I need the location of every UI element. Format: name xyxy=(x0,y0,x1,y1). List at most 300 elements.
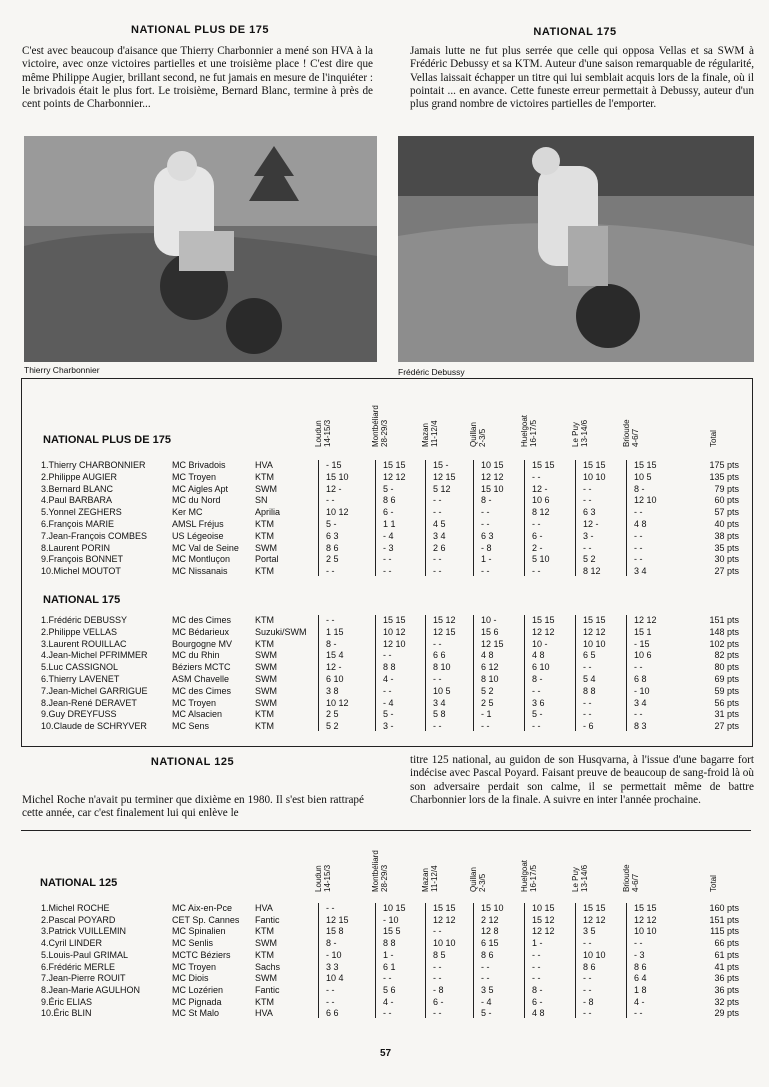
total-points: 115 pts xyxy=(710,926,739,937)
column-divider xyxy=(575,903,576,1018)
total-points: 151 pts xyxy=(709,914,739,925)
rider-club: Ker MC xyxy=(172,507,203,518)
total-points: 59 pts xyxy=(714,685,739,696)
race-score: 8 - xyxy=(326,638,337,649)
photo-thierry-charbonnier xyxy=(24,136,377,362)
rider-make: Aprilia xyxy=(255,507,281,518)
race-score: - 10 xyxy=(383,914,399,925)
race-score: - 10 xyxy=(634,685,650,696)
rider-name: 6.Thierry LAVENET xyxy=(41,674,120,684)
race-score: 12 10 xyxy=(383,638,406,649)
race-score: - 1 xyxy=(481,709,492,720)
rider-club: MC Troyen xyxy=(172,471,217,482)
race-score: - - xyxy=(634,1008,643,1019)
column-divider xyxy=(626,903,627,1018)
race-score: 15 15 xyxy=(532,615,555,625)
race-score: 3 - xyxy=(383,721,394,732)
race-score: - - xyxy=(383,566,392,577)
race-score: 12 15 xyxy=(433,626,456,637)
race-score: - - xyxy=(532,961,541,972)
rider-name: 4.Jean-Michel PFRIMMER xyxy=(41,650,148,661)
race-score: - - xyxy=(326,566,335,577)
column-divider xyxy=(524,460,525,576)
race-score: - - xyxy=(532,566,541,577)
race-score: - 8 xyxy=(481,542,492,553)
race-score: 1 - xyxy=(532,938,543,949)
table-row xyxy=(41,925,761,937)
rider-name: 7.Jean-Michel GARRIGUE xyxy=(41,685,148,696)
race-score: 6 6 xyxy=(433,650,446,661)
total-points: 175 pts xyxy=(709,460,739,470)
rider-club: MC Alsacien xyxy=(172,709,223,720)
race-score: - 3 xyxy=(383,542,394,553)
table-row xyxy=(41,902,761,914)
race-score: 10 5 xyxy=(433,685,451,696)
total-points: 57 pts xyxy=(714,507,739,518)
total-points: 80 pts xyxy=(714,662,739,673)
rider-make: HVA xyxy=(255,903,273,913)
race-score: - - xyxy=(583,542,592,553)
race-score: - - xyxy=(383,1008,392,1019)
race-score: 3 - xyxy=(583,530,594,541)
race-score: - - xyxy=(532,721,541,732)
rider-club: MC Spinalien xyxy=(172,926,226,937)
race-score: 10 15 xyxy=(383,903,406,913)
total-points: 160 pts xyxy=(709,903,739,913)
race-score: - - xyxy=(634,542,643,553)
race-score: - 6 xyxy=(583,721,594,732)
race-score: 15 12 xyxy=(532,914,555,925)
race-header: Loudun 14-15/3 xyxy=(314,864,332,892)
race-score: 1 - xyxy=(383,949,394,960)
race-score: 8 6 xyxy=(383,495,396,506)
race-score: 12 12 xyxy=(583,626,606,637)
race-score: 5 8 xyxy=(433,709,446,720)
race-score: 15 - xyxy=(433,460,449,470)
race-score: - - xyxy=(433,638,442,649)
rider-make: KTM xyxy=(255,949,274,960)
rider-make: SWM xyxy=(255,650,277,661)
column-divider xyxy=(575,615,576,731)
rider-make: KTM xyxy=(255,615,274,625)
race-score: 15 15 xyxy=(383,460,406,470)
total-points: 82 pts xyxy=(714,650,739,661)
race-score: 10 10 xyxy=(583,949,606,960)
total-points: 27 pts xyxy=(714,566,739,577)
caption-left: Thierry Charbonnier xyxy=(24,365,100,375)
table-row xyxy=(41,494,761,506)
race-score: 8 6 xyxy=(326,542,339,553)
table-row xyxy=(41,961,761,973)
race-score: 12 12 xyxy=(532,626,555,637)
rider-club: ASM Chavelle xyxy=(172,674,230,684)
race-score: 3 4 xyxy=(634,566,647,577)
total-points: 40 pts xyxy=(714,519,739,529)
race-score: 5 - xyxy=(532,709,543,720)
table-row xyxy=(41,972,761,984)
column-divider xyxy=(626,615,627,731)
rider-name: 8.Jean-Marie AGULHON xyxy=(41,984,141,995)
rider-name: 8.Laurent PORIN xyxy=(41,542,111,553)
race-score: - - xyxy=(583,483,592,494)
race-score: 12 - xyxy=(326,662,342,673)
table-row xyxy=(41,471,761,483)
race-score: 8 8 xyxy=(583,685,596,696)
race-score: 12 10 xyxy=(634,495,657,506)
race-score: 6 - xyxy=(433,996,444,1007)
race-score: 15 4 xyxy=(326,650,344,661)
rider-club: MC Troyen xyxy=(172,697,217,708)
total-points: 36 pts xyxy=(714,984,739,995)
rider-club: AMSL Fréjus xyxy=(172,519,224,529)
race-score: - - xyxy=(433,566,442,577)
race-score: 5 - xyxy=(383,709,394,720)
table-row xyxy=(41,661,761,673)
rider-name: 10.Éric BLIN xyxy=(41,1008,92,1019)
race-score: - 8 xyxy=(433,984,444,995)
total-header: Total xyxy=(709,875,718,892)
column-divider xyxy=(318,460,319,576)
race-score: 8 6 xyxy=(583,961,596,972)
race-score: 15 15 xyxy=(433,903,456,913)
column-divider xyxy=(473,460,474,576)
race-score: - - xyxy=(326,495,335,506)
race-score: - - xyxy=(532,685,541,696)
race-score: 15 10 xyxy=(326,471,349,482)
race-score: - - xyxy=(433,961,442,972)
race-score: 4 5 xyxy=(433,519,446,529)
race-score: 10 5 xyxy=(634,471,652,482)
race-score: - - xyxy=(583,984,592,995)
race-score: 4 8 xyxy=(532,650,545,661)
race-score: - 4 xyxy=(481,996,492,1007)
race-score: 6 5 xyxy=(583,650,596,661)
table-row xyxy=(41,996,761,1008)
rider-club: MC Bédarieux xyxy=(172,626,230,637)
table-row xyxy=(41,697,761,709)
race-score: - 10 xyxy=(326,949,342,960)
race-score: 8 - xyxy=(634,483,645,494)
race-score: - - xyxy=(326,996,335,1007)
race-score: 6 8 xyxy=(634,674,647,684)
rider-make: SWM xyxy=(255,542,277,553)
race-header: Mazan 11-12/4 xyxy=(421,865,439,892)
table3-top-rule xyxy=(21,830,751,831)
race-header: Quillan 2-3/5 xyxy=(469,422,487,447)
total-points: 32 pts xyxy=(714,996,739,1007)
race-score: - - xyxy=(532,519,541,529)
race-score: 15 5 xyxy=(383,926,401,937)
race-score: 6 12 xyxy=(481,662,499,673)
race-score: 12 15 xyxy=(326,914,349,925)
race-score: - - xyxy=(532,949,541,960)
race-score: - - xyxy=(583,973,592,984)
total-points: 69 pts xyxy=(714,674,739,684)
rider-name: 9.Éric ELIAS xyxy=(41,996,93,1007)
plus175-intro-paragraph: C'est avec beaucoup d'aisance que Thierry Charbonnier a mené son HVA à la victoire, avec onze victoires partielles et une troisième place ! C'est dire que même Philippe Augier, brillant second, ne fut jamais en mesure de l'inquiéter : le brivadois était le plus fort. Le troisième, Bernard Blanc, termine à près de cent points de Charbonnier... xyxy=(22,45,373,111)
race-score: 12 - xyxy=(532,483,548,494)
rider-make: KTM xyxy=(255,566,274,577)
rider-make: HVA xyxy=(255,460,273,470)
race-score: - - xyxy=(634,709,643,720)
rider-make: KTM xyxy=(255,519,274,529)
race-score: - - xyxy=(326,984,335,995)
race-score: 8 - xyxy=(532,984,543,995)
rider-name: 1.Frédéric DEBUSSY xyxy=(41,615,128,625)
race-header: Loudun 14-15/3 xyxy=(314,419,332,447)
rider-club: MC des Cimes xyxy=(172,615,232,625)
race-score: 8 6 xyxy=(481,949,494,960)
rider-club: MC Diois xyxy=(172,973,209,984)
race-score: - - xyxy=(383,554,392,565)
table-row xyxy=(41,483,761,495)
race-score: 6 4 xyxy=(634,973,647,984)
race-score: 10 10 xyxy=(583,638,606,649)
race-score: - - xyxy=(634,530,643,541)
race-score: - - xyxy=(583,1008,592,1019)
table-row xyxy=(41,506,761,518)
rider-make: KTM xyxy=(255,926,274,937)
race-score: 6 10 xyxy=(326,674,344,684)
table-row xyxy=(41,542,761,554)
rider-make: Portal xyxy=(255,554,279,565)
race-score: - - xyxy=(481,519,490,529)
rider-name: 6.François MARIE xyxy=(41,519,115,529)
race-score: 10 12 xyxy=(383,626,406,637)
rider-club: MC des Cimes xyxy=(172,685,232,696)
race-score: 6 - xyxy=(532,530,543,541)
section-title-175: NATIONAL 175 xyxy=(533,26,617,38)
race-score: - - xyxy=(634,554,643,565)
table-row xyxy=(41,914,761,926)
race-score: 3 5 xyxy=(583,926,596,937)
n125-paragraph-right: titre 125 national, au guidon de son Husqvarna, à l'issue d'une bagarre fort indécise avec Pascal Poyard. Faisant preuve de beaucoup de sang-froid là où son adversaire perdait son calme, il se permettait même de battre Charbonnier lors de la finale. A suivre en inter l'année prochaine. xyxy=(410,754,754,806)
rider-club: Bourgogne MV xyxy=(172,638,233,649)
race-score: 3 3 xyxy=(326,961,339,972)
rider-name: 9.François BONNET xyxy=(41,554,124,565)
rider-name: 3.Patrick VUILLEMIN xyxy=(41,926,127,937)
race-score: 5 2 xyxy=(583,554,596,565)
rider-make: KTM xyxy=(255,530,274,541)
rider-make: SWM xyxy=(255,674,277,684)
race-score: 8 8 xyxy=(383,938,396,949)
rider-make: KTM xyxy=(255,709,274,720)
race-score: 10 6 xyxy=(634,650,652,661)
rider-club: MC du Nord xyxy=(172,495,221,506)
total-points: 29 pts xyxy=(714,1008,739,1019)
table-row xyxy=(41,1007,761,1019)
rider-make: HVA xyxy=(255,1008,273,1019)
race-score: 4 - xyxy=(383,996,394,1007)
rider-club: MC Nissanais xyxy=(172,566,228,577)
table-row xyxy=(41,553,761,565)
rider-name: 1.Michel ROCHE xyxy=(41,903,110,913)
column-divider xyxy=(375,903,376,1018)
race-score: 8 10 xyxy=(481,674,499,684)
race-score: 15 10 xyxy=(481,483,504,494)
rider-name: 4.Paul BARBARA xyxy=(41,495,113,506)
table1-title: NATIONAL PLUS DE 175 xyxy=(43,434,171,446)
race-score: - - xyxy=(481,961,490,972)
race-score: 15 15 xyxy=(583,460,606,470)
rider-make: SWM xyxy=(255,697,277,708)
race-score: 5 10 xyxy=(532,554,550,565)
race-header: Huelgoat 16-17/5 xyxy=(520,414,538,447)
race-header: Montbéliard 28-29/3 xyxy=(371,405,389,447)
rider-make: SWM xyxy=(255,662,277,673)
column-divider xyxy=(473,903,474,1018)
race-score: - 4 xyxy=(383,530,394,541)
race-score: 10 4 xyxy=(326,973,344,984)
rider-club: MC Troyen xyxy=(172,961,217,972)
rider-club: MC Aix-en-Pce xyxy=(172,903,233,913)
rider-club: MC St Malo xyxy=(172,1008,220,1019)
rider-name: 8.Jean-René DERAVET xyxy=(41,697,137,708)
race-score: 2 12 xyxy=(481,914,499,925)
rider-club: Béziers MCTC xyxy=(172,662,231,673)
race-header: Le Puy 13-14/6 xyxy=(571,864,589,892)
race-header: Mazan 11-12/4 xyxy=(421,420,439,447)
rider-make: Fantic xyxy=(255,984,280,995)
race-score: 10 6 xyxy=(532,495,550,506)
rider-name: 10.Michel MOUTOT xyxy=(41,566,121,577)
total-points: 31 pts xyxy=(714,709,739,720)
race-score: 6 6 xyxy=(326,1008,339,1019)
race-score: - - xyxy=(383,973,392,984)
total-points: 66 pts xyxy=(714,938,739,949)
race-score: 5 6 xyxy=(383,984,396,995)
race-score: 4 8 xyxy=(532,1008,545,1019)
race-score: 3 6 xyxy=(532,697,545,708)
total-points: 36 pts xyxy=(714,973,739,984)
race-score: 12 12 xyxy=(634,615,657,625)
n175-intro-paragraph: Jamais lutte ne fut plus serrée que celle qui opposa Vellas et sa SWM à Frédéric Debussy et sa KTM. Auteur d'une saison remarquable de régularité, Vellas laissait échapper un titre qui lui semblait acquis lors de la finale, où il pointait ... en avance. Cette funeste erreur permettait à Debussy, auteur d'un plus grand nombre de victoires partielles de l'emporter. xyxy=(410,45,754,111)
rider-name: 3.Laurent ROUILLAC xyxy=(41,638,127,649)
race-score: 15 15 xyxy=(583,903,606,913)
table-row xyxy=(41,626,761,638)
rider-make: SWM xyxy=(255,483,277,494)
rider-club: MCTC Béziers xyxy=(172,949,231,960)
race-score: 15 6 xyxy=(481,626,499,637)
rider-name: 2.Pascal POYARD xyxy=(41,914,116,925)
race-header: Montbéliard 28-29/3 xyxy=(371,850,389,892)
rider-make: KTM xyxy=(255,721,274,732)
table-row xyxy=(41,708,761,720)
rider-club: MC Lozérien xyxy=(172,984,224,995)
race-score: - - xyxy=(583,697,592,708)
race-score: - - xyxy=(433,495,442,506)
race-score: 6 - xyxy=(532,996,543,1007)
race-score: - - xyxy=(433,721,442,732)
column-divider xyxy=(575,460,576,576)
race-score: 12 12 xyxy=(583,914,606,925)
rider-name: 7.Jean-Pierre ROUIT xyxy=(41,973,126,984)
race-score: 10 - xyxy=(532,638,548,649)
race-score: - - xyxy=(583,495,592,506)
race-score: 3 4 xyxy=(433,530,446,541)
race-score: 8 - xyxy=(326,938,337,949)
race-score: 6 3 xyxy=(326,530,339,541)
table2-title: NATIONAL 175 xyxy=(43,594,121,606)
race-score: 5 - xyxy=(383,483,394,494)
rider-make: Sachs xyxy=(255,961,281,972)
rider-name: 10.Claude de SCHRYVER xyxy=(41,721,147,732)
race-score: 3 4 xyxy=(634,697,647,708)
rider-name: 9.Guy DREYFUSS xyxy=(41,709,117,720)
table-row xyxy=(41,518,761,530)
column-divider xyxy=(626,460,627,576)
section-title-plus175: NATIONAL PLUS DE 175 xyxy=(131,24,269,36)
total-points: 60 pts xyxy=(714,495,739,506)
race-score: 15 1 xyxy=(634,626,652,637)
race-score: 12 - xyxy=(326,483,342,494)
photo-frederic-debussy xyxy=(398,136,754,362)
race-score: 6 3 xyxy=(481,530,494,541)
race-score: 12 8 xyxy=(481,926,499,937)
race-score: 12 - xyxy=(583,519,599,529)
race-score: 4 - xyxy=(634,996,645,1007)
race-score: - - xyxy=(634,938,643,949)
race-score: 8 - xyxy=(532,674,543,684)
total-points: 148 pts xyxy=(709,626,739,637)
race-score: 10 - xyxy=(481,615,497,625)
race-score: 12 12 xyxy=(634,914,657,925)
rider-club: MC Aigles Apt xyxy=(172,483,229,494)
race-score: 1 15 xyxy=(326,626,344,637)
column-divider xyxy=(425,460,426,576)
rider-name: 4.Cyril LINDER xyxy=(41,938,103,949)
race-score: 5 12 xyxy=(433,483,451,494)
column-divider xyxy=(375,460,376,576)
race-score: 12 12 xyxy=(433,914,456,925)
race-score: 3 5 xyxy=(481,984,494,995)
race-score: 6 3 xyxy=(583,507,596,518)
race-score: - - xyxy=(433,973,442,984)
race-score: - 4 xyxy=(383,697,394,708)
race-score: - 15 xyxy=(326,460,342,470)
column-divider xyxy=(425,903,426,1018)
race-score: - - xyxy=(634,507,643,518)
total-points: 61 pts xyxy=(714,949,739,960)
race-score: 1 8 xyxy=(634,984,647,995)
race-score: 10 15 xyxy=(481,460,504,470)
total-points: 79 pts xyxy=(714,483,739,494)
race-header: Brioude 4-6/7 xyxy=(622,419,640,447)
race-score: - - xyxy=(383,685,392,696)
race-score: 6 1 xyxy=(383,961,396,972)
race-score: 15 15 xyxy=(583,615,606,625)
rider-name: 5.Louis-Paul GRIMAL xyxy=(41,949,129,960)
section-title-125: NATIONAL 125 xyxy=(150,756,235,768)
race-score: 5 4 xyxy=(583,674,596,684)
race-score: 8 - xyxy=(481,495,492,506)
race-score: 4 8 xyxy=(634,519,647,529)
race-score: 15 15 xyxy=(634,460,657,470)
race-score: 4 - xyxy=(383,674,394,684)
rider-club: MC Sens xyxy=(172,721,210,732)
race-header: Quillan 2-3/5 xyxy=(469,867,487,892)
race-score: 8 10 xyxy=(433,662,451,673)
rider-name: 6.Frédéric MERLE xyxy=(41,961,116,972)
race-score: - - xyxy=(481,973,490,984)
race-score: 10 10 xyxy=(583,471,606,482)
race-score: - - xyxy=(383,650,392,661)
column-divider xyxy=(425,615,426,731)
rider-club: MC Pignada xyxy=(172,996,222,1007)
race-score: - - xyxy=(433,926,442,937)
race-score: 8 8 xyxy=(383,662,396,673)
table-row xyxy=(41,638,761,650)
